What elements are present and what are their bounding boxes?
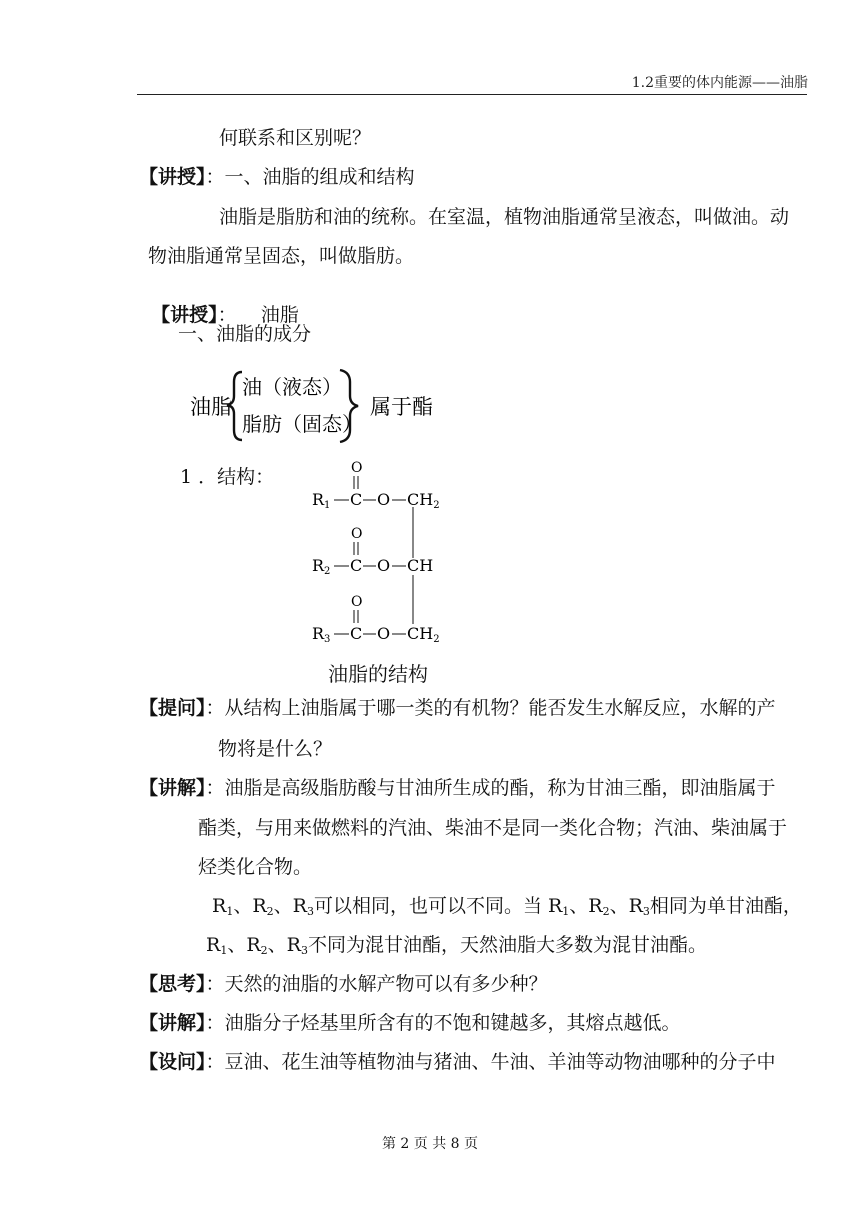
oxygen-atom: O bbox=[377, 556, 391, 575]
section-tag: 【讲授】 bbox=[139, 166, 206, 188]
figure-item-fat: 脂肪（固态） bbox=[242, 412, 362, 436]
triglyceride-structure bbox=[300, 452, 470, 652]
r1-group: R1 bbox=[312, 490, 331, 511]
structure-label: 1 ．结构： bbox=[180, 466, 275, 488]
section-text: ： 油脂 bbox=[217, 304, 299, 326]
carbon-atom: C bbox=[350, 490, 363, 509]
section-text: ：油脂是高级脂肪酸与甘油所生成的酯，称为甘油三酯，即油脂属于 bbox=[205, 777, 776, 799]
section-text: ：一、油脂的组成和结构 bbox=[205, 166, 415, 188]
section-text: ：从结构上油脂属于哪一类的有机物？能否发生水解反应，水解的产 bbox=[205, 697, 776, 719]
page-footer: 第 2 页 共 8 页 bbox=[381, 1136, 479, 1152]
paragraph-line bbox=[139, 1014, 681, 1033]
carbon-atom: C bbox=[350, 624, 363, 643]
r3-group: R3 bbox=[312, 624, 331, 645]
paragraph-line: 酯类，与用来做燃料的汽油、柴油不是同一类化合物；汽油、柴油属于 bbox=[198, 817, 788, 839]
paragraph-line bbox=[139, 699, 776, 718]
figure-right-label: 属于酯 bbox=[370, 395, 433, 419]
paragraph-line bbox=[139, 1053, 776, 1072]
paragraph-line bbox=[139, 168, 415, 187]
paragraph-line: 一、油脂的成分 bbox=[178, 323, 312, 345]
paragraph-line: 油脂是脂肪和油的统称。在室温，植物油脂通常呈液态，叫做油。动 bbox=[219, 206, 790, 228]
paragraph-line bbox=[139, 287, 299, 325]
oxygen-atom: O bbox=[377, 490, 391, 509]
header-title: 1.2重要的体内能源——油脂 bbox=[631, 75, 808, 91]
oxygen-atom: O bbox=[351, 460, 363, 476]
left-brace bbox=[227, 372, 242, 440]
paragraph-line bbox=[139, 779, 776, 798]
structure-caption: 油脂的结构 bbox=[328, 662, 428, 686]
section-tag: 【讲解】 bbox=[139, 777, 206, 799]
header-rule bbox=[137, 94, 807, 95]
section-tag: 【讲授】 bbox=[151, 304, 218, 326]
section-text: ：油脂分子烃基里所含有的不饱和键越多，其熔点越低。 bbox=[205, 1012, 681, 1034]
section-tag: 【提问】 bbox=[139, 697, 206, 719]
ch2-group: CH2 bbox=[407, 490, 440, 511]
r-groups-line: $R_1$、$R_2$、$R_3$可以相同，也可以不同。当 $R_1$、$R_2$、$R_3$相同为单甘油酯， bbox=[212, 895, 802, 918]
oxygen-atom: O bbox=[377, 624, 391, 643]
paragraph-line: 烃类化合物。 bbox=[198, 856, 313, 878]
ch-group: CH bbox=[407, 556, 434, 575]
section-tag: 【讲解】 bbox=[139, 1012, 206, 1034]
paragraph-line bbox=[139, 975, 548, 994]
section-tag: 【设问】 bbox=[139, 1051, 206, 1073]
section-text: ：豆油、花生油等植物油与猪油、牛油、羊油等动物油哪种的分子中 bbox=[205, 1051, 776, 1073]
r2-group: R2 bbox=[312, 556, 331, 577]
paragraph-line: 何联系和区别呢？ bbox=[219, 127, 372, 149]
r-groups-line: $R_1$、$R_2$、$R_3$不同为混甘油酯，天然油脂大多数为混甘油酯。 bbox=[206, 934, 707, 957]
ch2-group: CH2 bbox=[407, 624, 440, 645]
carbon-atom: C bbox=[350, 556, 363, 575]
oxygen-atom: O bbox=[351, 526, 363, 542]
figure-item-oil: 油（液态） bbox=[242, 375, 342, 399]
paragraph-line: 物油脂通常呈固态，叫做脂肪。 bbox=[148, 245, 415, 267]
oxygen-atom: O bbox=[351, 594, 363, 610]
section-text: ：天然的油脂的水解产物可以有多少种？ bbox=[205, 973, 548, 995]
figure-left-label: 油脂 bbox=[190, 395, 232, 419]
oil-composition-figure bbox=[180, 362, 460, 452]
section-tag: 【思考】 bbox=[139, 973, 206, 995]
paragraph-line: 物将是什么？ bbox=[218, 738, 333, 760]
